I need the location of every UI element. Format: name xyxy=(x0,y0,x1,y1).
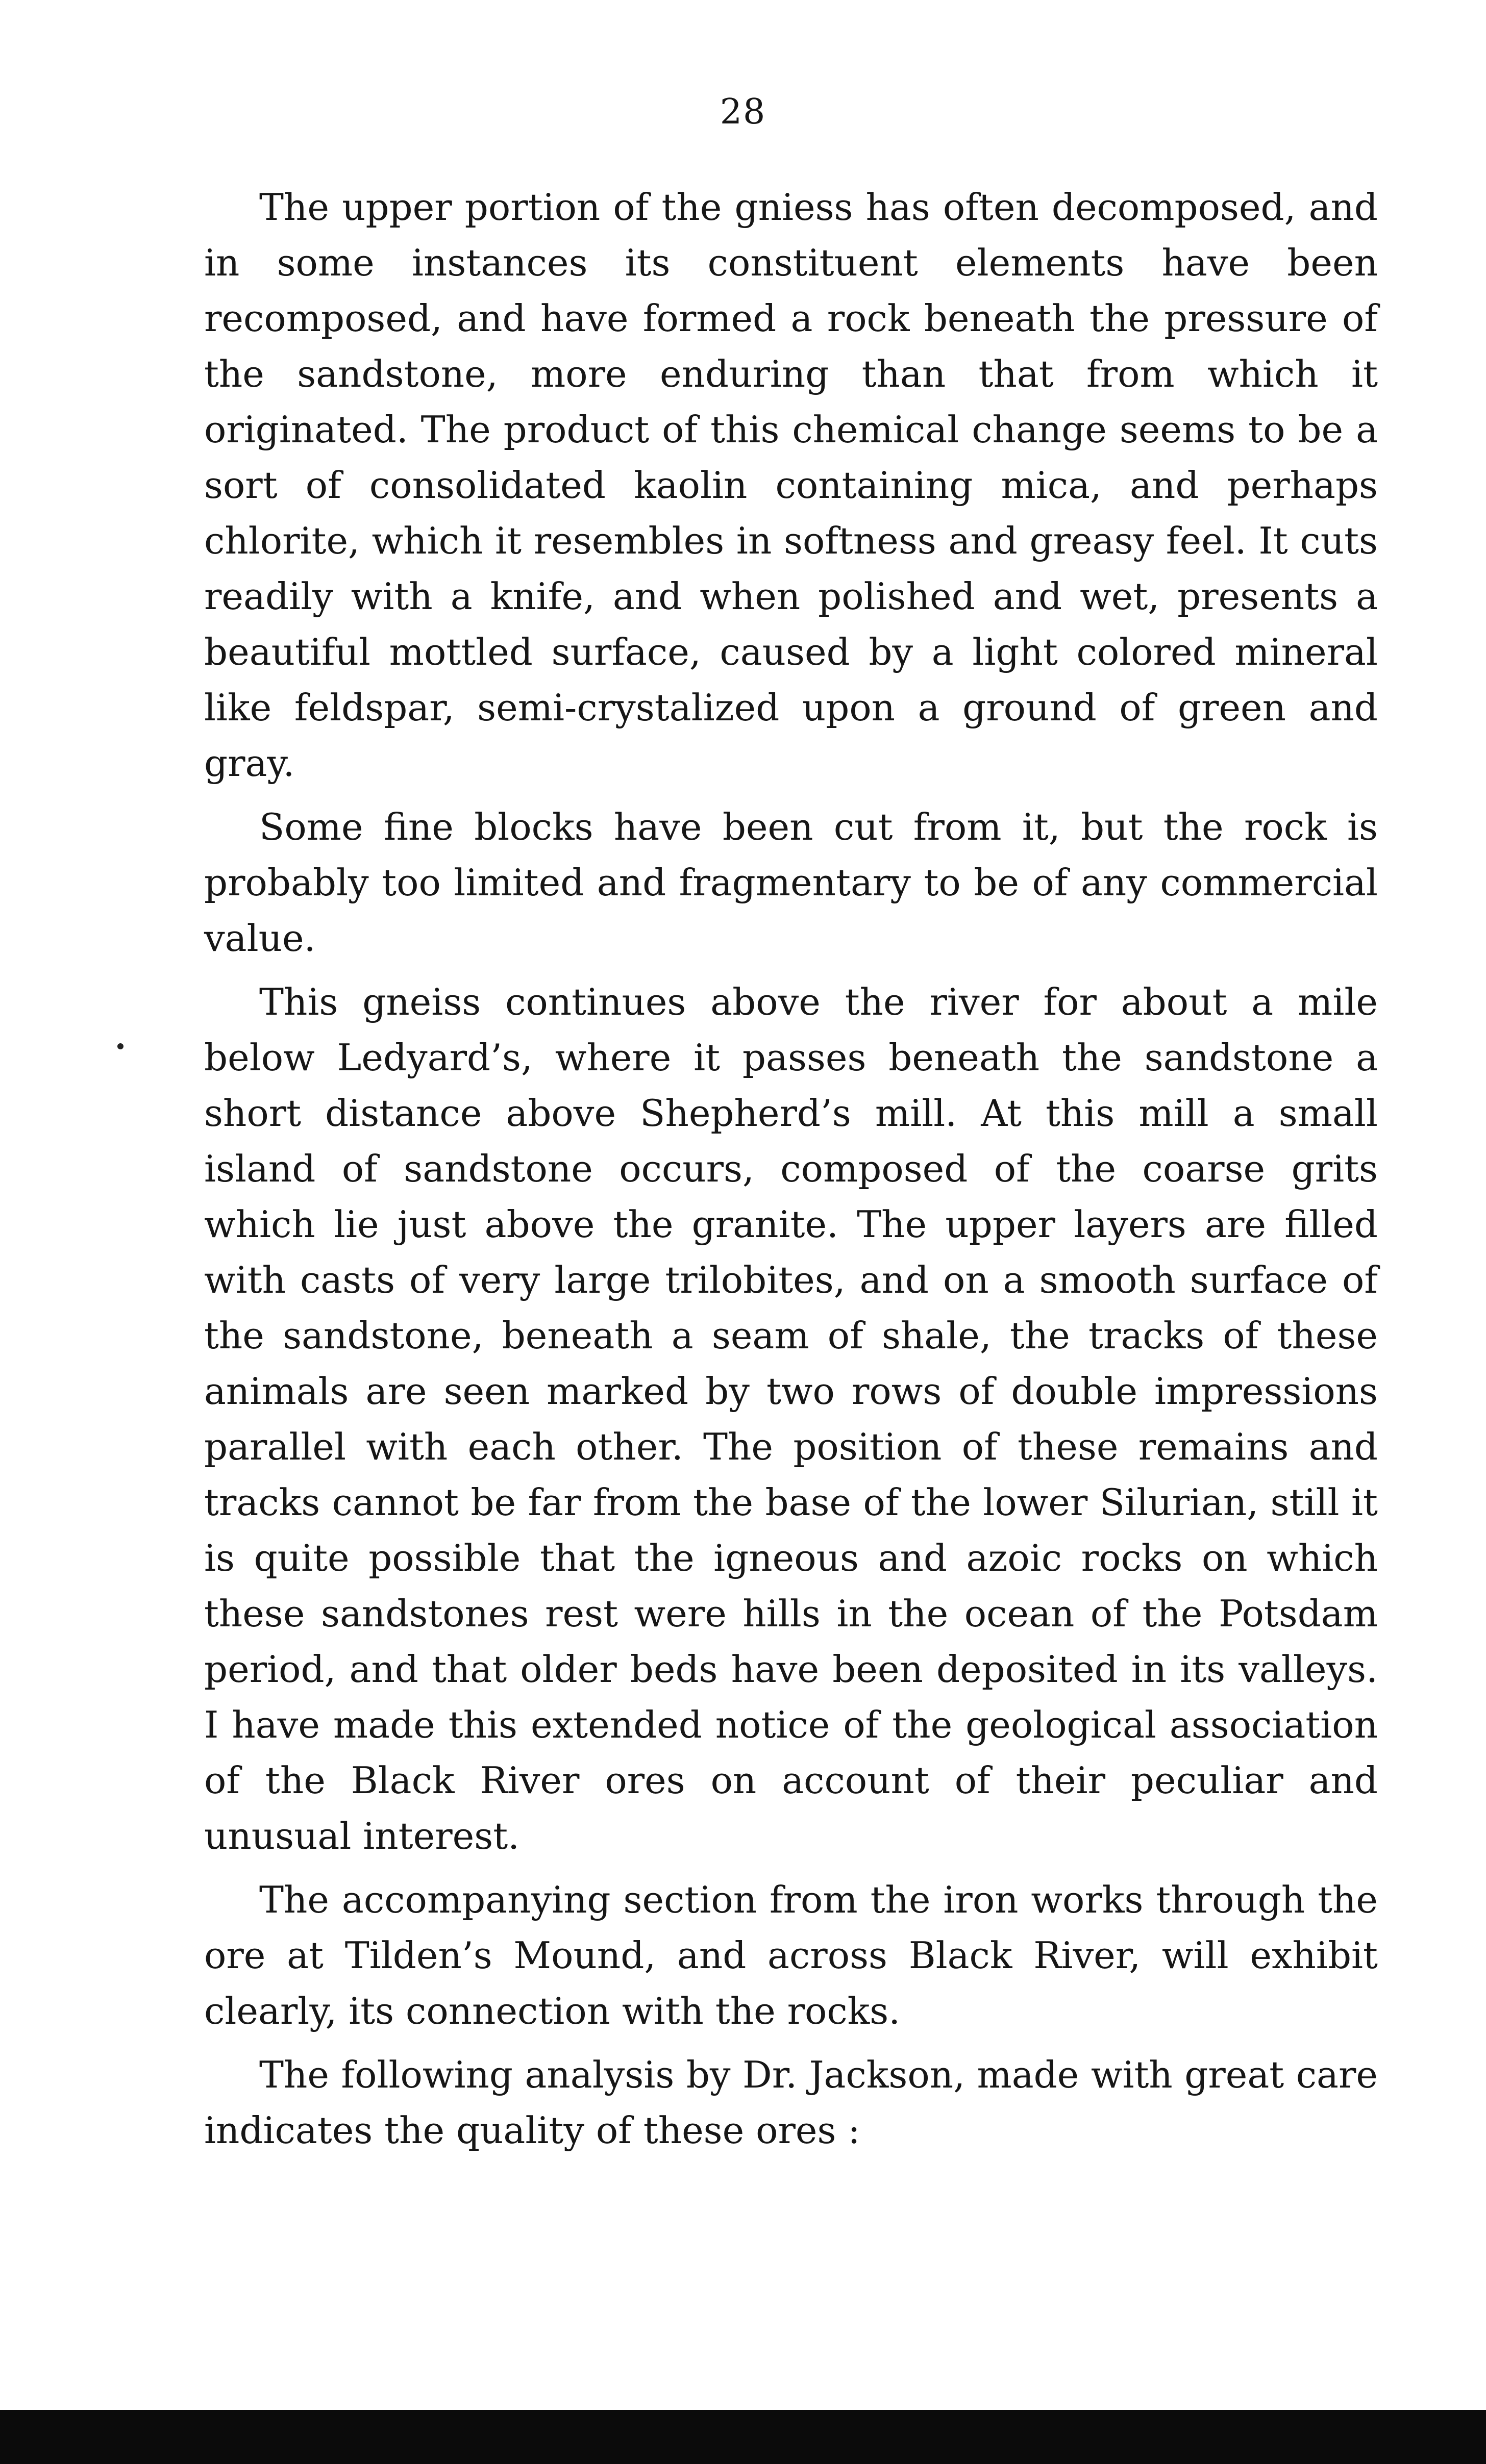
body-text xyxy=(204,180,1378,2167)
margin-speck xyxy=(117,1043,123,1049)
paragraph-gneiss-continues: This gneiss continues above the river for about a mile below Ledyard’s, where it passes beneath the sandstone a short distance above Shepherd’s mill. At this mill a small island of sandstone occurs, composed of the coarse grits which lie just above the granite. The upper layers are filled with casts of very large trilobites, and on a smooth surface of the sandstone, beneath a seam of shale, the tracks of these animals are seen marked by two rows of double impressions parallel with each other. The position of these remains and tracks cannot be far from the base of the lower Silurian, still it is quite possible that the igneous and azoic rocks on which these sandstones rest were hills in the ocean of the Potsdam period, and that older beds have been deposited in its valleys. I have made this extended notice of the geological association of the Black River ores on account of their peculiar and unusual interest. xyxy=(204,980,1378,1857)
scan-bottom-edge xyxy=(0,2410,1486,2464)
paragraph-accompanying-section: The accompanying section from the iron works through the ore at Tilden’s Mound, and across Black River, will exhibit clearly, its connection with the rocks. xyxy=(204,1878,1378,2032)
paragraph-analysis-intro: The following analysis by Dr. Jackson, made with great care indicates the quality of these ores : xyxy=(204,2053,1378,2152)
page-number: 28 xyxy=(720,92,766,132)
paragraph-gneiss-decomposition: The upper portion of the gniess has often decomposed, and in some instances its constituent elements have been recomposed, and have formed a rock beneath the pressure of the sandstone, more enduring than that from which it originated. The product of this chemical change seems to be a sort of consolidated kaolin containing mica, and perhaps chlorite, which it resembles in softness and greasy feel. It cuts readily with a knife, and when polished and wet, presents a beautiful mottled surface, caused by a light colored mineral like feldspar, semi-crystalized upon a ground of green and gray. xyxy=(204,186,1378,785)
paragraph-fine-blocks: Some fine blocks have been cut from it, but the rock is probably too limited and fragmentary to be of any commercial value. xyxy=(204,806,1378,960)
